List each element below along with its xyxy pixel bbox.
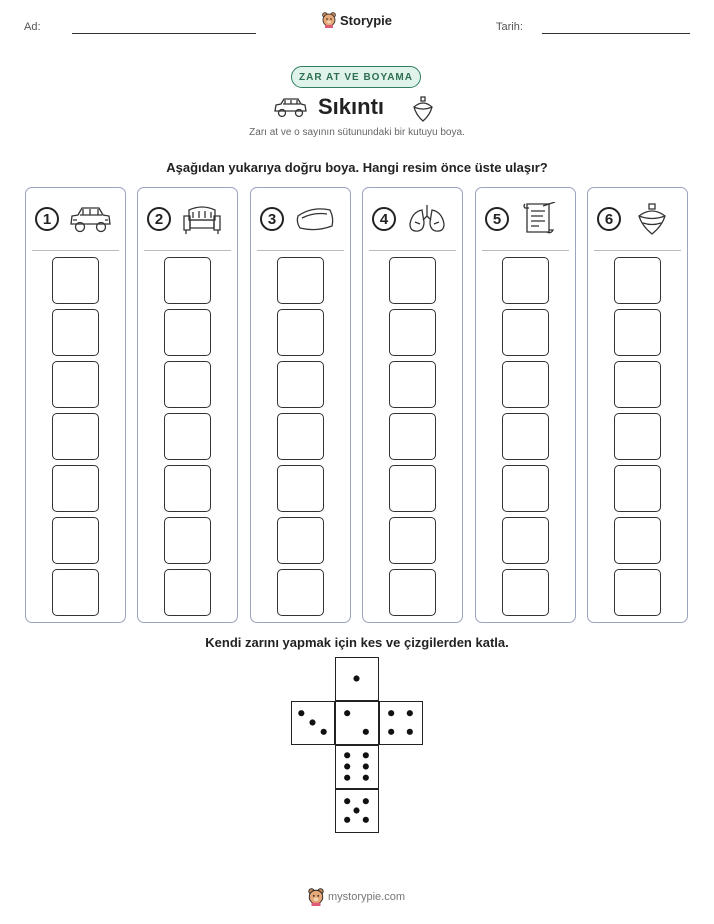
color-box[interactable] bbox=[52, 361, 99, 408]
color-box[interactable] bbox=[164, 257, 211, 304]
color-box[interactable] bbox=[277, 309, 324, 356]
color-box[interactable] bbox=[277, 413, 324, 460]
date-line[interactable] bbox=[542, 33, 690, 34]
page-title: Sıkıntı bbox=[318, 94, 385, 119]
color-box[interactable] bbox=[502, 569, 549, 616]
column-number: 4 bbox=[372, 207, 396, 231]
column-number: 3 bbox=[260, 207, 284, 231]
color-box[interactable] bbox=[614, 309, 661, 356]
color-box[interactable] bbox=[52, 569, 99, 616]
color-box[interactable] bbox=[614, 569, 661, 616]
dice-face-4 bbox=[379, 701, 423, 745]
column-number: 1 bbox=[35, 207, 59, 231]
color-box[interactable] bbox=[52, 465, 99, 512]
column-header bbox=[588, 188, 687, 250]
lungs-icon bbox=[404, 202, 450, 236]
spinning-top-icon bbox=[629, 202, 675, 236]
column-header bbox=[363, 188, 462, 250]
color-box[interactable] bbox=[52, 517, 99, 564]
color-box[interactable] bbox=[277, 257, 324, 304]
color-box[interactable] bbox=[164, 413, 211, 460]
subtitle: Zarı at ve o sayının sütunundaki bir kutuyu boya. bbox=[249, 127, 465, 138]
color-box[interactable] bbox=[614, 257, 661, 304]
color-box[interactable] bbox=[389, 465, 436, 512]
color-box[interactable] bbox=[389, 309, 436, 356]
dice-column-1 bbox=[25, 187, 126, 623]
color-box[interactable] bbox=[614, 517, 661, 564]
scroll-icon bbox=[517, 202, 563, 236]
pillow-icon bbox=[292, 202, 338, 236]
activity-badge: ZAR AT VE BOYAMA bbox=[291, 66, 421, 88]
dice-face-3 bbox=[291, 701, 335, 745]
title-spinning-top-icon bbox=[410, 95, 436, 128]
car-icon bbox=[67, 202, 113, 236]
column-number: 6 bbox=[597, 207, 621, 231]
color-box[interactable] bbox=[389, 517, 436, 564]
color-box[interactable] bbox=[277, 465, 324, 512]
bear-logo-icon bbox=[308, 888, 324, 906]
dice-face-6 bbox=[335, 745, 379, 789]
name-label: Ad: bbox=[24, 21, 41, 33]
dice-column-3 bbox=[250, 187, 351, 623]
dice-column-5 bbox=[475, 187, 576, 623]
color-box[interactable] bbox=[614, 361, 661, 408]
color-box[interactable] bbox=[389, 361, 436, 408]
color-box[interactable] bbox=[277, 361, 324, 408]
column-number: 5 bbox=[485, 207, 509, 231]
color-box[interactable] bbox=[164, 517, 211, 564]
name-line[interactable] bbox=[72, 33, 256, 34]
coloring-instruction: Aşağıdan yukarıya doğru boya. Hangi resim önce üste ulaşır? bbox=[166, 160, 548, 175]
column-divider bbox=[32, 250, 119, 251]
dice-column-4 bbox=[362, 187, 463, 623]
color-box[interactable] bbox=[502, 465, 549, 512]
color-box[interactable] bbox=[389, 257, 436, 304]
dice-column-6 bbox=[587, 187, 688, 623]
footer-url: mystorypie.com bbox=[328, 891, 406, 903]
armchair-icon bbox=[179, 202, 225, 236]
brand-logo bbox=[322, 12, 392, 28]
column-header bbox=[476, 188, 575, 250]
title-car-icon bbox=[272, 95, 308, 124]
dice-face-5 bbox=[335, 789, 379, 833]
column-divider bbox=[144, 250, 231, 251]
color-box[interactable] bbox=[502, 361, 549, 408]
dice-column-2 bbox=[137, 187, 238, 623]
column-header bbox=[26, 188, 125, 250]
color-box[interactable] bbox=[52, 309, 99, 356]
column-divider bbox=[257, 250, 344, 251]
color-box[interactable] bbox=[277, 517, 324, 564]
column-header bbox=[138, 188, 237, 250]
color-box[interactable] bbox=[614, 465, 661, 512]
dice-face-2 bbox=[335, 701, 379, 745]
color-box[interactable] bbox=[389, 569, 436, 616]
column-number: 2 bbox=[147, 207, 171, 231]
dice-face-1 bbox=[335, 657, 379, 701]
footer bbox=[308, 888, 405, 906]
color-box[interactable] bbox=[502, 413, 549, 460]
bear-logo-icon bbox=[322, 12, 336, 28]
color-box[interactable] bbox=[502, 257, 549, 304]
cut-instruction: Kendi zarını yapmak için kes ve çizgilerden katla. bbox=[205, 635, 509, 650]
color-box[interactable] bbox=[164, 465, 211, 512]
color-box[interactable] bbox=[502, 517, 549, 564]
color-box[interactable] bbox=[164, 309, 211, 356]
color-box[interactable] bbox=[502, 309, 549, 356]
brand-name: Storypie bbox=[340, 12, 393, 28]
color-box[interactable] bbox=[389, 413, 436, 460]
color-box[interactable] bbox=[614, 413, 661, 460]
color-box[interactable] bbox=[164, 569, 211, 616]
color-box[interactable] bbox=[277, 569, 324, 616]
color-box[interactable] bbox=[164, 361, 211, 408]
color-box[interactable] bbox=[52, 257, 99, 304]
column-divider bbox=[369, 250, 456, 251]
color-box[interactable] bbox=[52, 413, 99, 460]
date-label: Tarih: bbox=[496, 21, 523, 33]
column-header bbox=[251, 188, 350, 250]
column-divider bbox=[594, 250, 681, 251]
column-divider bbox=[482, 250, 569, 251]
